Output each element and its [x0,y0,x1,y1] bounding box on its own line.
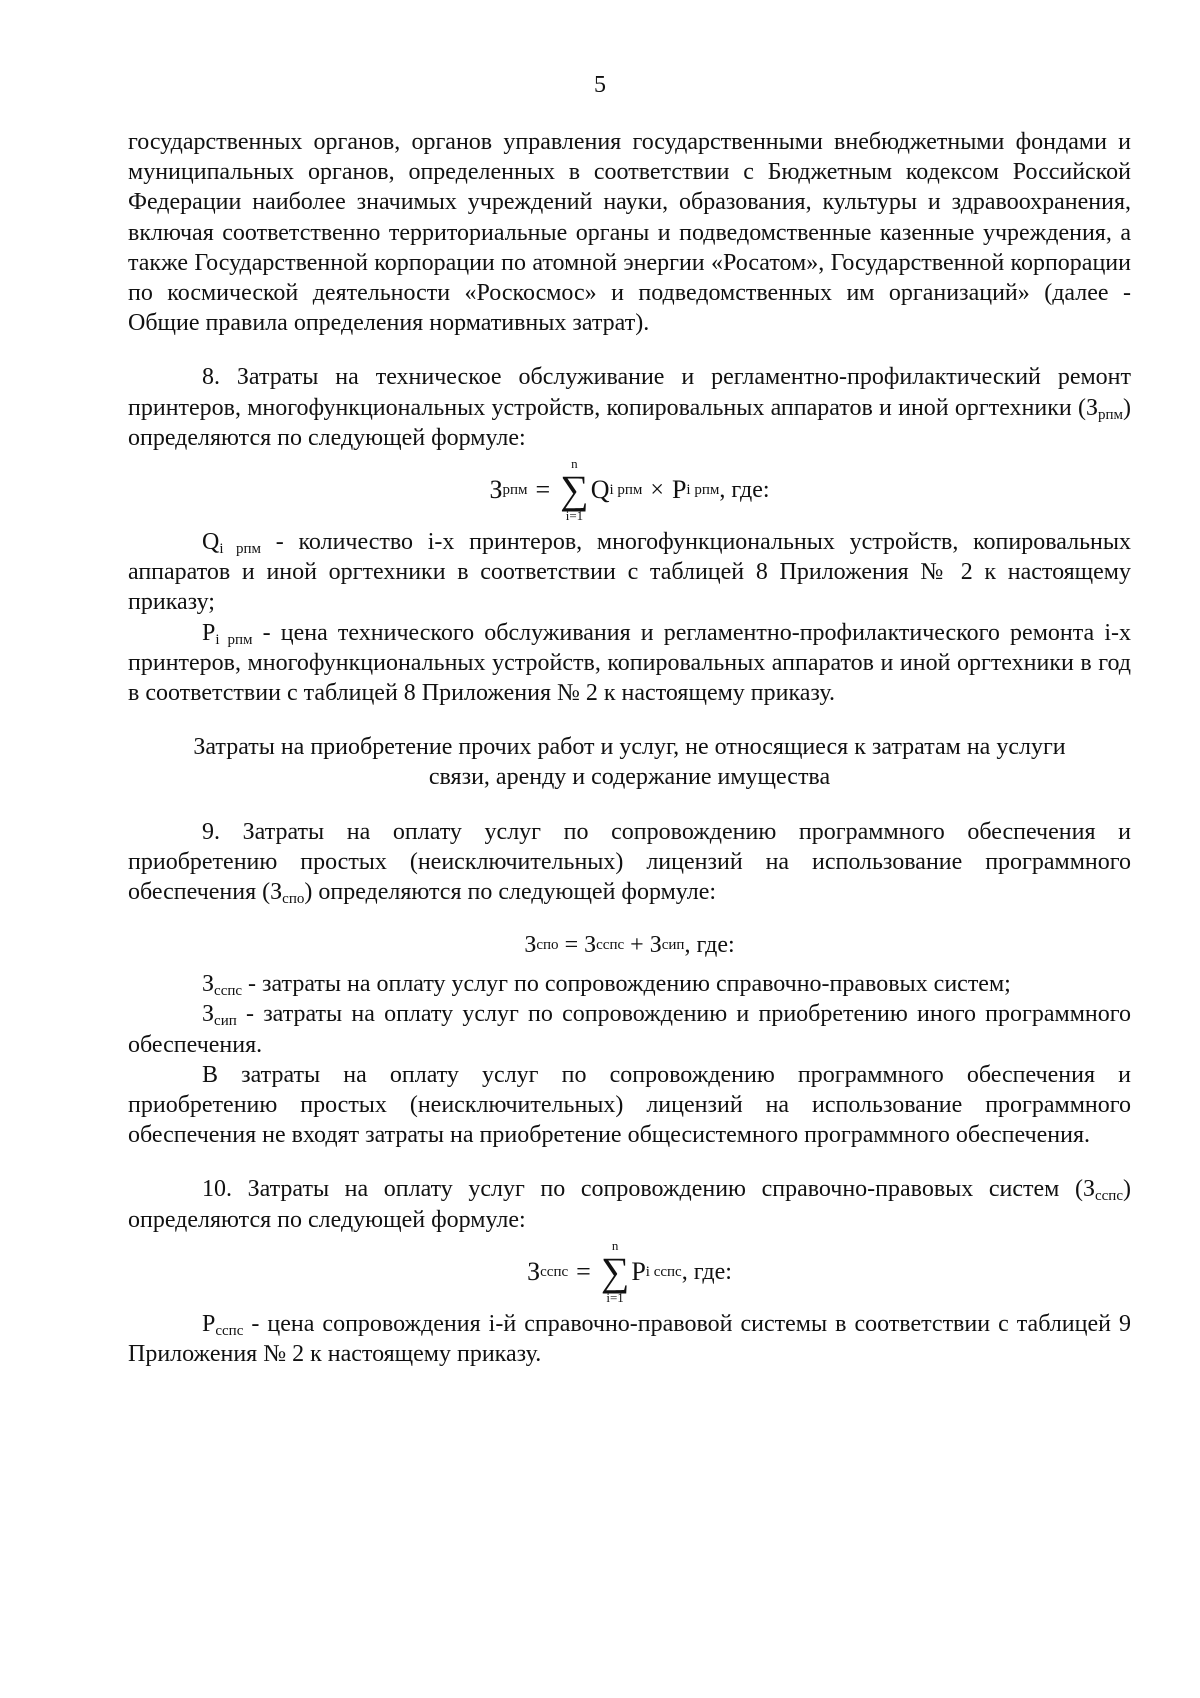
definition-z-sip [128,999,1131,1059]
item-9-text-after: ) определяются по следующей формуле: [304,879,717,906]
def-symbol: P [202,1310,216,1337]
formula-sspc: З сспс = n ∑ i=1 P i сспс , где: [527,1237,732,1305]
formula-spo-c: З [649,932,662,959]
item-9-text-before: 9. Затраты на оплату услуг по сопровождению программного обеспечения и приобретению простых (неисключительных) лицензий на использование программного обеспечения (З [128,818,1131,906]
def-text: - количество i-х принтеров, многофункциональных устройств, копировальных аппаратов и иной оргтехники в соответствии с таблицей 8 Приложения № 2 к настоящему приказу; [128,529,1131,616]
def-symbol: Q [202,529,220,556]
definition-p-sspc [128,1309,1131,1369]
section-heading-line-1: Затраты на приобретение прочих работ и услуг, не относящиеся к затратам на услуги [193,734,1066,761]
item-8-text-after: ) определяются по следующей формуле: [128,394,1131,451]
item-8-paragraph [128,362,1131,453]
definition-p-rpm [128,618,1131,709]
page-number: 5 [594,72,606,98]
formula-rpm-p: P [671,474,687,504]
def-symbol: З [202,971,215,998]
formula-sspc-tail: , где: [681,1258,732,1285]
definition-z-sspc [128,969,1131,999]
formula-spo-tail: , где: [684,932,735,959]
item-10-text-before: 10. Затраты на оплату услуг по сопровождению справочно-правовых систем (З [202,1176,1095,1203]
def-symbol: P [202,619,216,646]
formula-spo: З спо = З сспс + З сип , где: [128,921,1131,969]
item-10-subscript: сспс [1094,1188,1123,1205]
formula-rpm: З рпм = n ∑ i=1 Q i рпм × P i рпм , где: [489,456,770,524]
formula-spo-equals: = [558,932,585,959]
formula-rpm-sum [560,457,589,523]
formula-sspc-equals: = [576,1256,591,1286]
sum-upper-limit: n [611,1237,619,1253]
formula-spo-b: З [584,932,597,959]
item-9-paragraph [128,817,1131,908]
document-body [128,127,1131,1369]
sum-lower-limit: i=1 [606,1289,624,1305]
def-symbol-sub: сспс [214,983,243,1000]
formula-sspc-p: P [631,1256,646,1286]
def-text: - цена сопровождения i-й справочно-правовой системы в соответствии с таблицей 9 Приложения № 2 к настоящему приказу. [128,1310,1131,1368]
item-9-note: В затраты на оплату услуг по сопровождению программного обеспечения и приобретению простых (неисключительных) лицензий на использование программного обеспечения не входят затраты на приобретение общесистемного программного обеспечения. [128,1061,1131,1149]
formula-rpm-tail: , где: [719,476,770,503]
item-8-text-before: 8. Затраты на техническое обслуживание и регламентно-профилактический ремонт принтеров, многофункциональных устройств, копировальных аппаратов и иной оргтехники (З [128,364,1131,421]
def-symbol: З [202,1001,215,1028]
sum-upper-limit: n [571,456,578,472]
item-8-subscript: рпм [1097,406,1123,423]
def-text: - цена технического обслуживания и регламентно-профилактического ремонта i-х принтеров, многофункциональных устройств, копировальных аппаратов и иной оргтехники в год в соответствии с таблицей 8 Приложения № 2 к настоящему приказу. [128,619,1131,707]
formula-spo-a: З [524,932,537,959]
section-heading [128,732,1131,792]
def-symbol-sub: i рпм [215,631,253,648]
formula-rpm-times: × [650,476,664,503]
intro-paragraph: государственных органов, органов управления государственными внебюджетными фондами и муниципальных органов, определенных в соответствии с Бюджетным кодексом Российской Федерации наиболее значимых учреждений науки, образования, культуры и здравоохранения, включая соответственно территориальные органы и подведомственные казенные учреждения, а также Государственной корпорации по атомной энергии «Росатом», Государственной корпорации по космической деятельности «Роскосмос» и подведомственных им организаций» (далее - Общие правила определения нормативных затрат). [128,129,1131,337]
section-heading-line-2: связи, аренду и содержание имущества [428,764,831,791]
sigma-symbol: ∑ [600,1248,630,1294]
formula-spo-plus: + [624,932,650,959]
def-symbol-sub: i рпм [219,541,262,558]
formula-rpm-q: Q [590,474,610,504]
def-symbol-sub: сип [214,1013,237,1030]
definition-q-rpm [128,527,1131,618]
formula-sspc-sum [601,1239,630,1305]
def-symbol-sub: сспс [215,1322,244,1339]
def-text: - затраты на оплату услуг по сопровождению и приобретению иного программного обеспечения. [128,1001,1131,1058]
def-text: - затраты на оплату услуг по сопровождению справочно-правовых систем; [242,971,1011,998]
item-9-subscript: спо [282,891,305,908]
sum-lower-limit: i=1 [565,508,584,524]
item-10-text-after: ) определяются по следующей формуле: [128,1176,1131,1233]
formula-sspc-lhs: З [527,1256,541,1286]
formula-rpm-lhs: З [489,474,503,504]
item-10-paragraph [128,1174,1131,1234]
sigma-symbol: ∑ [560,467,589,513]
formula-rpm-equals: = [535,474,551,504]
